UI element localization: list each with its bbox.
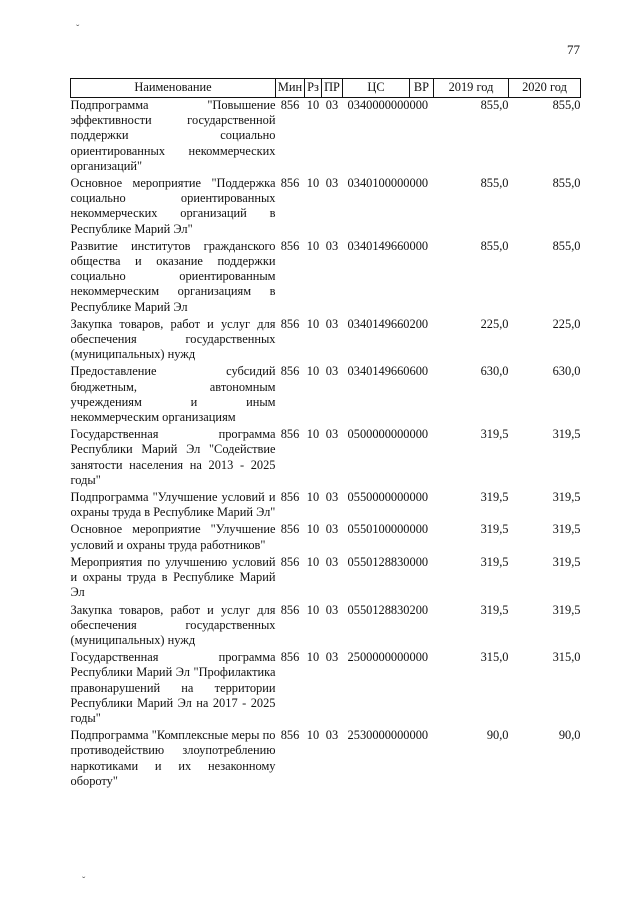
row-2020: 319,5 (552, 554, 581, 569)
row-2020: 855,0 (552, 98, 581, 112)
row-vr: 000 (409, 427, 429, 442)
row-2019: 319,5 (480, 427, 509, 442)
table-row (71, 317, 581, 365)
row-pr: 03 (325, 554, 339, 569)
row-vr: 000 (409, 176, 429, 191)
row-name: Подпрограмма "Комплексные меры по противодействию злоупотреблению наркотиками и их незаконному обороту" (70, 728, 276, 788)
row-rz: 10 (306, 238, 320, 253)
row-2020: 319,5 (552, 490, 581, 505)
header-vr: ВР (410, 79, 434, 98)
row-rz: 10 (306, 728, 320, 743)
header-cs: ЦС (343, 79, 410, 98)
row-2020: 630,0 (552, 364, 581, 379)
row-2019: 630,0 (480, 364, 509, 379)
row-2019: 225,0 (480, 316, 509, 331)
row-pr: 03 (325, 602, 339, 617)
row-2019: 855,0 (480, 238, 509, 253)
row-rz: 10 (306, 650, 320, 665)
row-rz: 10 (306, 98, 320, 112)
row-2019: 319,5 (480, 554, 509, 569)
table-row (71, 555, 581, 603)
table-row (71, 427, 581, 490)
row-name: Основное мероприятие "Улучшение условий и охраны труда работников" (70, 522, 276, 552)
row-name: Предоставление субсидий бюджетным, автономным учреждениям и иным некоммерческим организациям (70, 364, 276, 425)
row-rz: 10 (306, 554, 320, 569)
row-2020: 855,0 (552, 238, 581, 253)
row-vr: 000 (409, 728, 429, 743)
row-cs: 0340100000 (347, 176, 410, 191)
row-cs: 0550100000 (347, 522, 410, 537)
row-cs: 0340149660 (347, 238, 410, 253)
row-2019: 319,5 (480, 602, 509, 617)
row-vr: 200 (409, 602, 429, 617)
row-vr: 600 (409, 364, 429, 379)
row-name: Подпрограмма "Повышение эффективности государственной поддержки социально ориентированных некоммерческих организаций" (70, 98, 276, 173)
row-name: Развитие институтов гражданского общества и оказание поддержки социально ориентированным некоммерческим организациям в Республике Марий Эл (70, 238, 276, 314)
row-min: 856 (280, 522, 300, 537)
row-pr: 03 (325, 98, 339, 112)
row-vr: 000 (409, 98, 429, 112)
row-2020: 319,5 (552, 427, 581, 442)
row-pr: 03 (325, 364, 339, 379)
row-2019: 90,0 (486, 728, 509, 743)
row-cs: 0340149660 (347, 316, 410, 331)
table-row (71, 728, 581, 791)
row-cs: 0500000000 (347, 427, 410, 442)
row-cs: 0340149660 (347, 364, 410, 379)
row-2020: 315,0 (552, 650, 581, 665)
row-cs: 0550000000 (347, 490, 410, 505)
row-min: 856 (280, 176, 300, 191)
table-row (71, 364, 581, 427)
row-name: Государственная программа Республики Марий Эл "Содействие занятости населения на 2013 - 2025 годы" (70, 427, 276, 487)
row-pr: 03 (325, 650, 339, 665)
row-pr: 03 (325, 490, 339, 505)
row-vr: 000 (409, 522, 429, 537)
row-2019: 855,0 (480, 176, 509, 191)
row-rz: 10 (306, 522, 320, 537)
row-2020: 90,0 (558, 728, 581, 743)
row-2019: 319,5 (480, 490, 509, 505)
row-2019: 319,5 (480, 522, 509, 537)
budget-table (70, 78, 581, 791)
row-pr: 03 (325, 316, 339, 331)
row-name: Основное мероприятие "Поддержка социально ориентированных некоммерческих организаций в Республике Марий Эл" (70, 176, 276, 236)
row-cs: 0340000000 (347, 98, 410, 112)
row-name: Закупка товаров, работ и услуг для обеспечения государственных (муниципальных) нужд (70, 316, 276, 362)
row-rz: 10 (306, 427, 320, 442)
row-vr: 000 (409, 554, 429, 569)
row-pr: 03 (325, 238, 339, 253)
row-pr: 03 (325, 522, 339, 537)
header-rz: Рз (305, 79, 322, 98)
row-min: 856 (280, 364, 300, 379)
row-vr: 000 (409, 490, 429, 505)
header-2020: 2020 год (509, 79, 581, 98)
table-row (71, 176, 581, 239)
row-rz: 10 (306, 602, 320, 617)
header-2019: 2019 год (434, 79, 509, 98)
row-2020: 225,0 (552, 316, 581, 331)
header-min: Мин (276, 79, 305, 98)
header-pr: ПР (322, 79, 343, 98)
row-cs: 2500000000 (347, 650, 410, 665)
row-vr: 000 (409, 650, 429, 665)
row-min: 856 (280, 554, 300, 569)
row-min: 856 (280, 650, 300, 665)
row-rz: 10 (306, 490, 320, 505)
table-row (71, 239, 581, 317)
row-min: 856 (280, 238, 300, 253)
row-2019: 855,0 (480, 98, 509, 112)
scan-speck: ˇ (76, 24, 80, 35)
table-row (71, 650, 581, 728)
row-vr: 200 (409, 316, 429, 331)
row-name: Подпрограмма "Улучшение условий и охраны труда в Республике Марий Эл" (70, 490, 276, 520)
row-pr: 03 (325, 427, 339, 442)
row-vr: 000 (409, 238, 429, 253)
page-number: 77 (567, 42, 580, 57)
header-name: Наименование (71, 79, 276, 98)
table-header-row (71, 79, 581, 98)
row-2020: 319,5 (552, 602, 581, 617)
row-2019: 315,0 (480, 650, 509, 665)
table-row (71, 522, 581, 554)
row-cs: 0550128830 (347, 554, 410, 569)
row-min: 856 (280, 728, 300, 743)
row-name: Закупка товаров, работ и услуг для обеспечения государственных (муниципальных) нужд (70, 602, 276, 647)
row-2020: 319,5 (552, 522, 581, 537)
row-pr: 03 (325, 728, 339, 743)
row-min: 856 (280, 602, 300, 617)
row-2020: 855,0 (552, 176, 581, 191)
row-rz: 10 (306, 176, 320, 191)
table-row (71, 603, 581, 651)
row-cs: 0550128830 (347, 602, 410, 617)
scan-speck: ˇ (82, 876, 86, 887)
row-min: 856 (280, 98, 300, 112)
row-rz: 10 (306, 316, 320, 331)
row-name: Государственная программа Республики Марий Эл "Профилактика правонарушений на территории Республики Марий Эл на 2017 - 2025 годы" (70, 650, 276, 725)
row-rz: 10 (306, 364, 320, 379)
row-name: Мероприятия по улучшению условий и охраны труда в Республике Марий Эл (70, 554, 276, 600)
row-min: 856 (280, 490, 300, 505)
row-min: 856 (280, 427, 300, 442)
row-cs: 2530000000 (347, 728, 410, 743)
table-row (71, 98, 581, 177)
row-pr: 03 (325, 176, 339, 191)
row-min: 856 (280, 316, 300, 331)
table-row (71, 490, 581, 522)
